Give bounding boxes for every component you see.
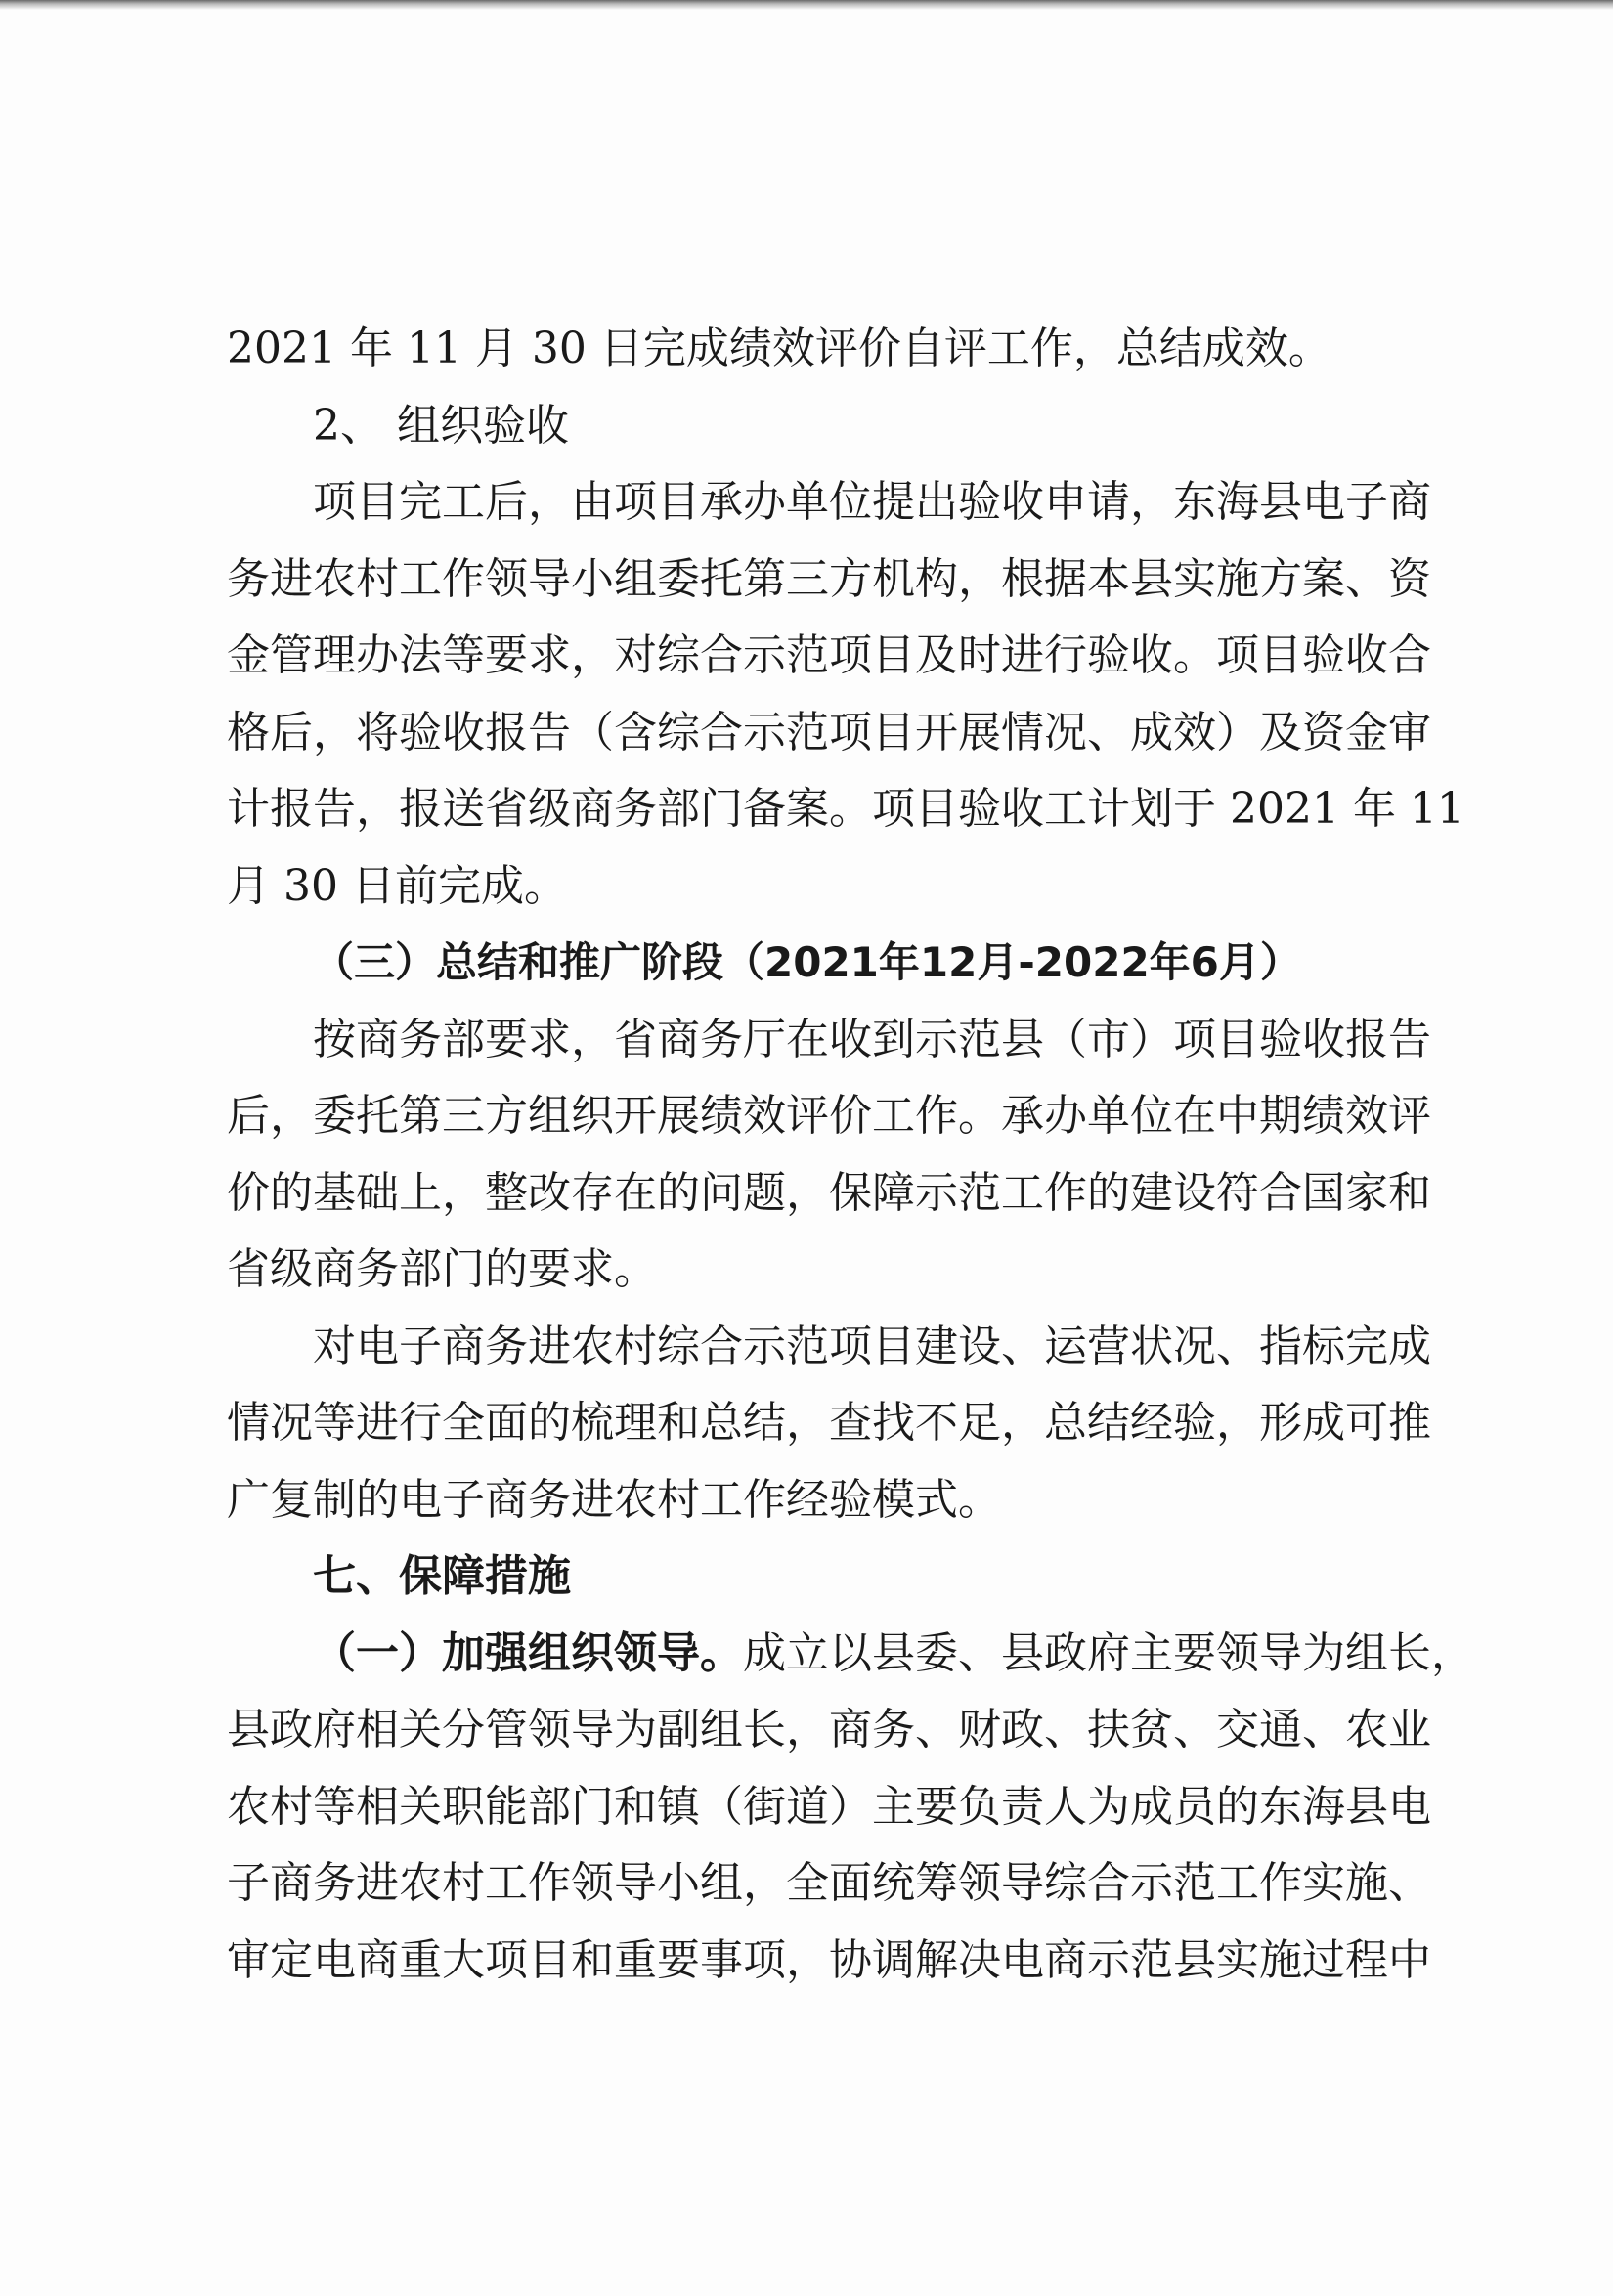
paragraph-line: 省级商务部门的要求。: [227, 1244, 657, 1294]
paragraph-line: 月 30 日前完成。: [227, 860, 567, 911]
paragraph-line-lead: [227, 1616, 1474, 1693]
paragraph-line: 县政府相关分管领导为副组长，商务、财政、扶贫、交通、农业: [227, 1705, 1431, 1754]
paragraph-line: 2021 年 11 月 30 日完成绩效评价自评工作，总结成效。: [227, 324, 1331, 373]
item-heading: 2、 组织验收: [313, 400, 569, 451]
paragraph-line: 价的基础上，整改存在的问题，保障示范工作的建设符合国家和: [227, 1167, 1431, 1218]
paragraph-line: 对电子商务进农村综合示范项目建设、运营状况、指标完成: [313, 1321, 1431, 1371]
paragraph-line: 计报告，报送省级商务部门备案。项目验收工计划于 2021 年 11: [227, 784, 1464, 834]
paragraph-line: 审定电商重大项目和重要事项，协调解决电商示范县实施过程中: [227, 1934, 1431, 1985]
paragraph-line: 广复制的电子商务进农村工作经验模式。: [227, 1474, 1001, 1525]
scan-top-edge: [0, 0, 1613, 10]
lead-bold-text: （一）加强组织领导。: [313, 1627, 743, 1678]
paragraph-line: 格后，将验收报告（含综合示范项目开展情况、成效）及资金审: [227, 707, 1431, 758]
paragraph-line: 后，委托第三方组织开展绩效评价工作。承办单位在中期绩效评: [227, 1091, 1431, 1141]
paragraph-line: 项目完工后，由项目承办单位提出验收申请，东海县电子商: [313, 477, 1431, 527]
chapter-heading: 七、保障措施: [313, 1551, 571, 1601]
section-heading: （三）总结和推广阶段（2021年12月-2022年6月）: [313, 938, 1301, 986]
paragraph-line: 农村等相关职能部门和镇（街道）主要负责人为成员的东海县电: [227, 1781, 1431, 1832]
paragraph-line: 按商务部要求，省商务厅在收到示范县（市）项目验收报告: [313, 1014, 1431, 1064]
paragraph-line: 情况等进行全面的梳理和总结，查找不足，总结经验，形成可推: [227, 1398, 1431, 1448]
paragraph-line: 务进农村工作领导小组委托第三方机构，根据本县实施方案、资: [227, 553, 1431, 604]
paragraph-line: 子商务进农村工作领导小组，全面统筹领导综合示范工作实施、: [227, 1858, 1431, 1908]
document-body: [227, 311, 1474, 1999]
paragraph-line: 金管理办法等要求，对综合示范项目及时进行验收。项目验收合: [227, 630, 1431, 680]
lead-rest-text: 成立以县委、县政府主要领导为组长，: [743, 1627, 1474, 1678]
